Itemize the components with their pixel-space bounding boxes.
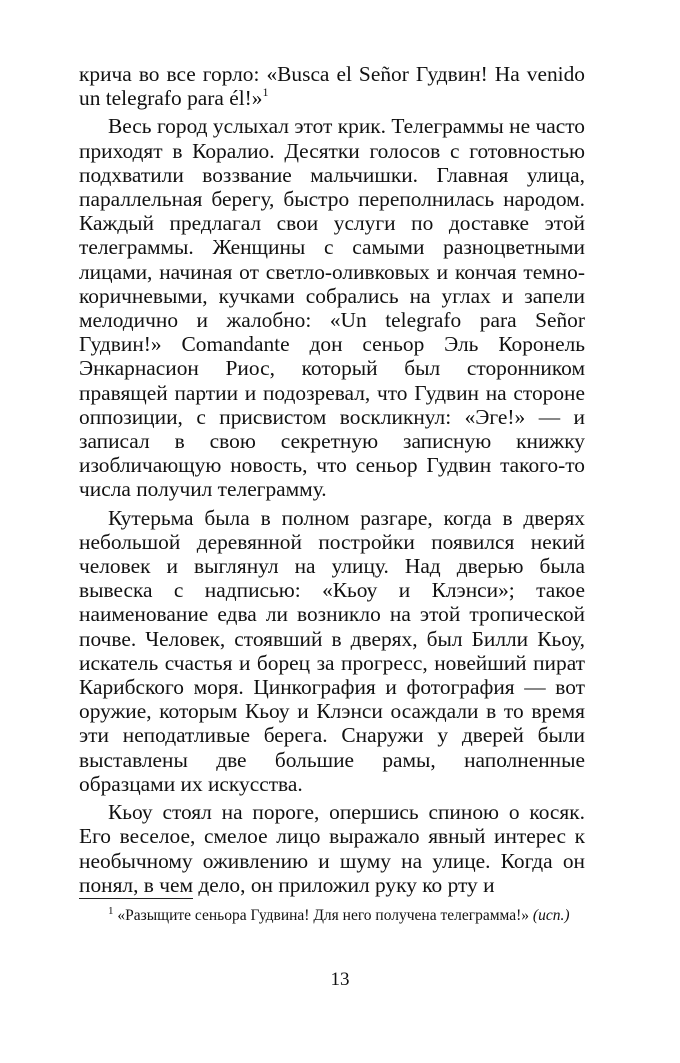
page-number: 13 — [330, 969, 350, 990]
footnote-text: «Разыщите сеньора Гудвина! Для него получена телеграмма!» — [117, 907, 530, 924]
footnote-language: (исп.) — [532, 907, 570, 924]
body-text — [79, 62, 585, 897]
paragraph-4: Кьоу стоял на пороге, опершись спиною о косяк. Его веселое, смелое лицо выражало явный интерес к необычному оживлению и шуму на улице. Когда он понял, в чем дело, он приложил руку ко рту и — [79, 800, 585, 897]
footnote-mark: 1 — [108, 905, 114, 917]
paragraph-1 — [79, 62, 585, 110]
paragraph-3: Кутерьма была в полном разгаре, когда в дверях небольшой деревянной постройки появился некий человек и выглянул на улицу. Над дверью была вывеска с надписью: «Кьоу и Клэнси»; такое наименование едва ли возникло на этой тропической почве. Человек, стоявший в дверях, был Билли Кьоу, искатель счастья и борец за прогресс, новейший пират Карибского моря. Цинкография и фотография — вот оружие, которым Кьоу и Клэнси осаждали в то время эти неподатливые берега. Снаружи у дверей были выставлены две большие рамы, наполненные образцами их искусства. — [79, 505, 585, 796]
footnote-line — [79, 906, 585, 926]
paragraph-1-text: крича во все горло: «Busca el Señor Гудвин! Ha venido un telegrafo para él!» — [79, 62, 585, 111]
paragraph-2: Весь город услыхал этот крик. Телеграммы не часто приходят в Коралио. Десятки голосов с готовностью подхватили воззвание мальчишки. Главная улица, параллельная берегу, быстро переполнилась народом. Каждый предлагал свои услуги по доставке этой телеграммы. Женщины с самыми разноцветными лицами, начиная от светло-оливковых и кончая темно-коричневыми, кучками собрались на углах и запели мелодично и жалобно: «Un telegrafo para Señor Гудвин!» Comandante дон сеньор Эль Коронель Энкарнасион Риос, который был сторонником правящей партии и подозревал, что Гудвин на стороне оппозиции, с присвистом воскликнул: «Эге!» — и записал в свою секретную записную книжку изобличающую новость, что сеньор Гудвин такого-то числа получил телеграмму. — [79, 114, 585, 502]
footnote-reference: 1 — [262, 85, 269, 100]
footnote-divider — [79, 898, 193, 899]
footnote — [79, 906, 585, 926]
